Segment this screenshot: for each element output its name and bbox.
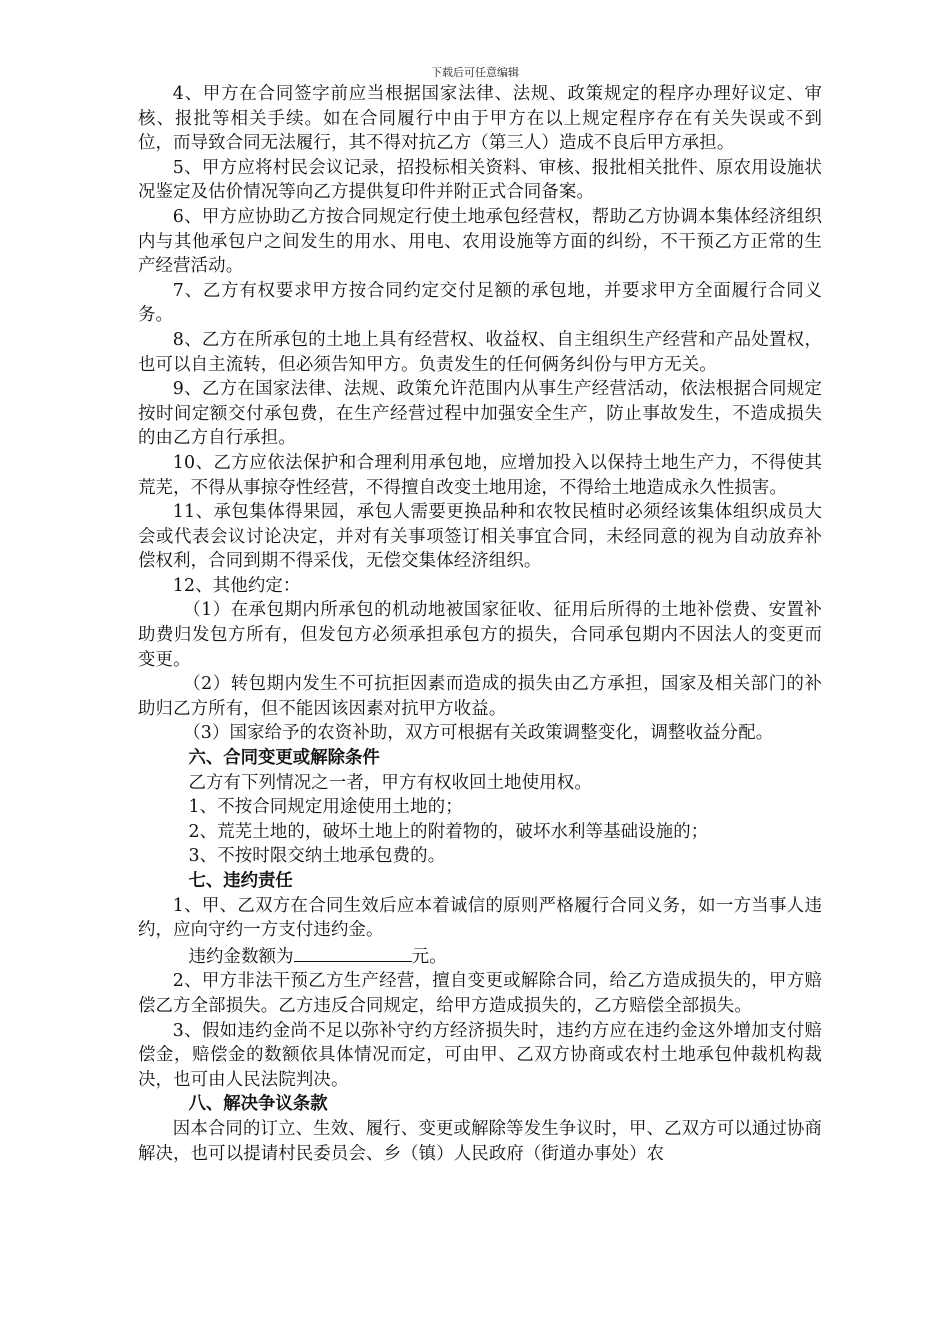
clause-8: 8、乙方在所承包的土地上具有经营权、收益权、自主组织生产经营和产品处置权，也可以自主流转，但必须告知甲方。负责发生的任何俩务纠份与甲方无关。 bbox=[138, 329, 822, 375]
section-7-heading: 七、违约责任 bbox=[188, 871, 293, 891]
section-8-heading: 八、解决争议条款 bbox=[188, 1094, 328, 1115]
section-7-para-3: 3、假如违约金尚不足以弥补守约方经济损失时，违约方应在违约金这外增加支付赔偿金，赔偿金的数额依具体情况而定，可由甲、乙双方协商或农村土地承包仲裁机构裁决，也可由人民法院判决。 bbox=[138, 1020, 822, 1090]
header-note: 下载后可任意编辑 bbox=[431, 66, 519, 79]
clause-10: 10、乙方应依法保护和合理利用承包地，应增加投入以保持土地生产力，不得使其荒芜，不得从事掠夺性经营，不得擅自改变土地用途，不得给土地造成永久性损害。 bbox=[138, 452, 822, 498]
section-7-para-2: 2、甲方非法干预乙方生产经营，擅自变更或解除合同，给乙方造成损失的，甲方赔偿乙方全部损失。乙方违反合同规定，给甲方造成损失的，乙方赔偿全部损失。 bbox=[138, 971, 822, 1016]
clause-12: 12、其他约定： bbox=[172, 575, 301, 596]
section-7-para-1: 1、甲、乙双方在合同生效后应本着诚信的原则严格履行合同义务，如一方当事人违约，应向守约一方支付违约金。 bbox=[138, 895, 822, 941]
clause-4: 4、甲方在合同签字前应当根据国家法律、法规、政策规定的程序办理好议定、审核、报批等相关手续。如在合同履行中由于甲方在以上规定程序存在有关失误或不到位，而导致合同无法履行，其不得对抗乙方（第三人）造成不良后甲方承担。 bbox=[138, 84, 822, 154]
clause-9: 9、乙方在国家法律、法规、政策允许范围内从事生产经营活动，依法根据合同规定按时间定额交付承包费，在生产经营过程中加强安全生产，防止事故发生，不造成损失的由乙方自行承担。 bbox=[138, 379, 822, 449]
clause-5: 5、甲方应将村民会议记录，招投标相关资料、审核、报批相关批件、原农用设施状况鉴定及估价情况等向乙方提供复印件并附正式合同备案。 bbox=[138, 157, 822, 203]
clause-6: 6、甲方应协助乙方按合同规定行使土地承包经营权，帮助乙方协调本集体经济组织内与其他承包户之间发生的用水、用电、农用设施等方面的纠纷，不干预乙方正常的生产经营活动。 bbox=[138, 206, 822, 277]
clause-12-2: （2）转包期内发生不可抗拒因素而造成的损失由乙方承担，国家及相关部门的补助归乙方所有，但不能因该因素对抗甲方收益。 bbox=[138, 674, 822, 719]
section-6-item: 2、荒芜土地的，破坏土地上的附着物的，破坏水利等基础设施的； bbox=[188, 821, 709, 842]
section-6-item: 3、不按时限交纳土地承包费的。 bbox=[188, 846, 446, 867]
section-6-item: 1、不按合同规定用途使用土地的； bbox=[188, 797, 463, 818]
clause-12-1: （1）在承包期内所承包的机动地被国家征收、征用后所得的土地补偿费、安置补助费归发包方所有，但发包方必须承担承包方的损失，合同承包期内不因法人的变更而变更。 bbox=[138, 600, 822, 670]
section-6-heading: 六、合同变更或解除条件 bbox=[188, 748, 380, 769]
penalty-label: 违约金数额为 bbox=[188, 946, 294, 967]
penalty-unit: 元。 bbox=[411, 946, 447, 967]
document-body bbox=[138, 82, 822, 1166]
section-6-intro: 乙方有下列情况之一者，甲方有权收回土地使用权。 bbox=[188, 772, 592, 793]
clause-7: 7、乙方有权要求甲方按合同约定交付足额的承包地，并要求甲方全面履行合同义务。 bbox=[138, 280, 822, 326]
penalty-amount-blank[interactable] bbox=[294, 943, 412, 962]
clause-11: 11、承包集体得果园，承包人需要更换品种和农牧民植时必须经该集体组织成员大会或代表会议讨论决定，并对有关事项签订相关事宜合同，未经同意的视为自动放弃补偿权利，合同到期不得采伐，无偿交集体经济组织。 bbox=[138, 502, 822, 572]
section-8-para-1: 因本合同的订立、生效、履行、变更或解除等发生争议时，甲、乙双方可以通过协商解决，也可以提请村民委员会、乡（镇）人民政府（街道办事处）农 bbox=[138, 1118, 822, 1164]
penalty-amount-line bbox=[138, 943, 822, 970]
clause-12-3: （3）国家给予的农资补助，双方可根据有关政策调整变化，调整收益分配。 bbox=[183, 723, 774, 744]
